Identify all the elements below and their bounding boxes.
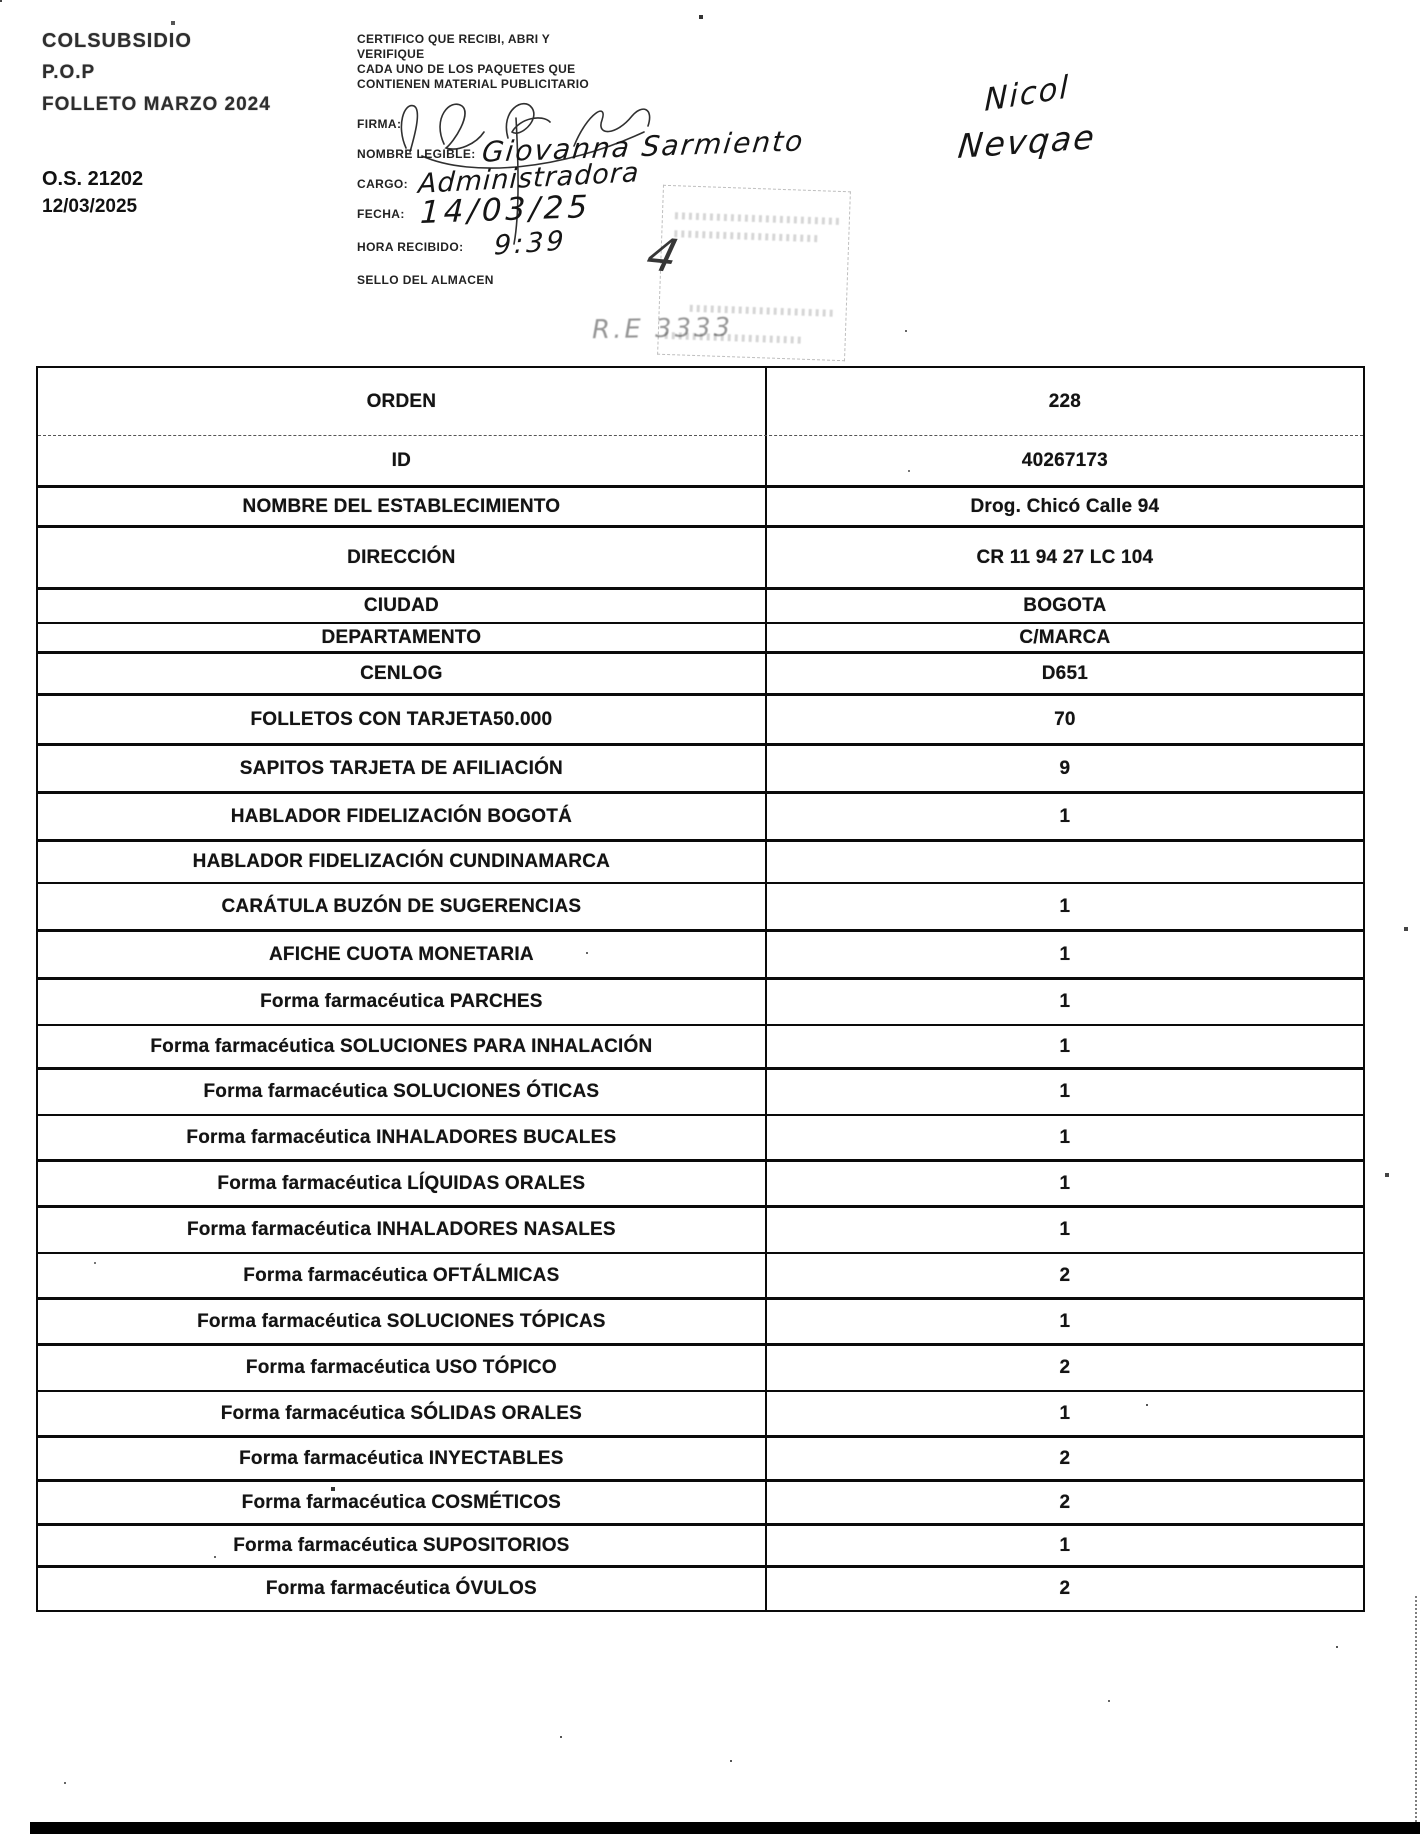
certification-line-2: VERIFIQUE bbox=[357, 47, 425, 61]
row-value: 40267173 bbox=[1021, 449, 1108, 471]
row-label: HABLADOR FIDELIZACIÓN CUNDINAMARCA bbox=[38, 842, 767, 882]
table-row bbox=[38, 1526, 1363, 1568]
row-label: Forma farmacéutica INHALADORES NASALES bbox=[38, 1208, 767, 1252]
row-value: 1 bbox=[1059, 1310, 1071, 1332]
row-label: Forma farmacéutica PARCHES bbox=[38, 980, 767, 1024]
cargo-value: Administradora bbox=[417, 157, 641, 200]
row-value: 1 bbox=[1059, 943, 1071, 965]
table-row bbox=[38, 1300, 1363, 1346]
table-row bbox=[38, 884, 1363, 932]
table-row bbox=[38, 590, 1363, 624]
table-row bbox=[38, 1482, 1363, 1526]
stamp-handwritten-mark: 4 bbox=[641, 227, 684, 283]
stamp-re-number: R.E 3333 bbox=[591, 312, 734, 346]
row-label: Forma farmacéutica SUPOSITORIOS bbox=[38, 1526, 767, 1565]
row-label: NOMBRE DEL ESTABLECIMIENTO bbox=[38, 488, 767, 525]
row-label: AFICHE CUOTA MONETARIA bbox=[38, 932, 767, 977]
table-row bbox=[38, 1162, 1363, 1208]
table-row bbox=[38, 794, 1363, 842]
row-value: 2 bbox=[1059, 1264, 1071, 1286]
row-value: 9 bbox=[1059, 757, 1071, 779]
table-row bbox=[38, 624, 1363, 654]
table-row bbox=[38, 1392, 1363, 1438]
row-label: Forma farmacéutica SOLUCIONES PARA INHALACIÓN bbox=[38, 1026, 767, 1067]
stamp-illegible-line bbox=[674, 230, 818, 242]
row-label: Forma farmacéutica LÍQUIDAS ORALES bbox=[38, 1162, 767, 1205]
row-value: 1 bbox=[1059, 1081, 1071, 1102]
receipt-table bbox=[36, 366, 1365, 1612]
row-label: DEPARTAMENTO bbox=[38, 624, 767, 651]
table-row bbox=[38, 436, 1363, 488]
nombre-legible-value: Giovanna Sarmiento bbox=[480, 124, 807, 169]
row-value: 1 bbox=[1059, 1126, 1071, 1148]
row-value: 1 bbox=[1059, 1402, 1071, 1424]
certification-line-3: CADA UNO DE LOS PAQUETES QUE bbox=[357, 62, 576, 76]
certification-line-4: CONTIENEN MATERIAL PUBLICITARIO bbox=[357, 77, 589, 91]
table-row bbox=[38, 1254, 1363, 1300]
table-row bbox=[38, 528, 1363, 590]
firma-label: FIRMA: bbox=[357, 117, 402, 131]
row-label: Forma farmacéutica SÓLIDAS ORALES bbox=[38, 1392, 767, 1435]
table-row bbox=[38, 1070, 1363, 1116]
stamp-illegible-line bbox=[675, 212, 839, 225]
row-value: D651 bbox=[1041, 662, 1088, 684]
row-label: HABLADOR FIDELIZACIÓN BOGOTÁ bbox=[38, 794, 767, 839]
table-row bbox=[38, 488, 1363, 528]
row-label: DIRECCIÓN bbox=[38, 528, 767, 587]
fecha-label: FECHA: bbox=[357, 207, 405, 221]
table-row bbox=[38, 696, 1363, 746]
row-value: 2 bbox=[1059, 1447, 1071, 1469]
row-value: 1 bbox=[1059, 895, 1071, 917]
brand-subtitle-pop: P.O.P bbox=[42, 62, 96, 83]
row-value: BOGOTA bbox=[1023, 595, 1107, 616]
row-label: CIUDAD bbox=[38, 590, 767, 622]
row-label: Forma farmacéutica INHALADORES BUCALES bbox=[38, 1116, 767, 1159]
scan-noise bbox=[0, 0, 2, 2]
row-value: 2 bbox=[1059, 1578, 1071, 1599]
row-value: 1 bbox=[1059, 1172, 1071, 1194]
row-label: ORDEN bbox=[38, 368, 767, 435]
row-label: Forma farmacéutica INYECTABLES bbox=[38, 1438, 767, 1479]
row-value: 1 bbox=[1059, 805, 1071, 827]
row-label: Forma farmacéutica USO TÓPICO bbox=[38, 1346, 767, 1390]
brand-subtitle-folleto: FOLLETO MARZO 2024 bbox=[42, 94, 271, 115]
sello-almacen-label: SELLO DEL ALMACEN bbox=[357, 273, 494, 287]
table-row bbox=[38, 368, 1363, 436]
top-right-annotation-line1: Nicol bbox=[984, 68, 1071, 120]
fecha-value: 14/03/25 bbox=[419, 188, 592, 232]
row-value: 228 bbox=[1048, 390, 1082, 412]
row-value: 1 bbox=[1059, 991, 1071, 1012]
row-label: ID bbox=[38, 436, 767, 485]
row-value: 70 bbox=[1054, 708, 1076, 730]
table-row bbox=[38, 1568, 1363, 1610]
row-label: Forma farmacéutica SOLUCIONES TÓPICAS bbox=[38, 1300, 767, 1343]
table-row bbox=[38, 1438, 1363, 1482]
order-service-date: 12/03/2025 bbox=[42, 196, 138, 217]
row-label: CENLOG bbox=[38, 654, 767, 693]
row-value: 1 bbox=[1059, 1219, 1071, 1240]
row-value: Drog. Chicó Calle 94 bbox=[970, 495, 1160, 517]
table-row bbox=[38, 1208, 1363, 1254]
row-label: Forma farmacéutica COSMÉTICOS bbox=[38, 1482, 767, 1523]
table-row bbox=[38, 746, 1363, 794]
row-label: Forma farmacéutica OFTÁLMICAS bbox=[38, 1254, 767, 1297]
table-row bbox=[38, 654, 1363, 696]
row-label: SAPITOS TARJETA DE AFILIACIÓN bbox=[38, 746, 767, 791]
hora-recibido-value: 9:39 bbox=[493, 225, 568, 262]
scan-bottom-bar bbox=[30, 1822, 1420, 1834]
hora-recibido-label: HORA RECIBIDO: bbox=[357, 240, 464, 254]
top-right-annotation-line2: Nevqae bbox=[956, 116, 1098, 167]
brand-title: COLSUBSIDIO bbox=[42, 30, 192, 52]
row-value: C/MARCA bbox=[1019, 626, 1111, 648]
certification-text bbox=[357, 32, 657, 92]
cargo-label: CARGO: bbox=[357, 177, 409, 191]
row-label: FOLLETOS CON TARJETA50.000 bbox=[38, 696, 767, 743]
table-row bbox=[38, 980, 1363, 1026]
row-label: CARÁTULA BUZÓN DE SUGERENCIAS bbox=[38, 884, 767, 929]
table-row bbox=[38, 1026, 1363, 1070]
row-value: CR 11 94 27 LC 104 bbox=[976, 546, 1154, 568]
certification-line-1: CERTIFICO QUE RECIBI, ABRI Y bbox=[357, 32, 551, 46]
row-label: Forma farmacéutica SOLUCIONES ÓTICAS bbox=[38, 1070, 767, 1114]
row-label: Forma farmacéutica ÓVULOS bbox=[38, 1568, 767, 1610]
table-row bbox=[38, 842, 1363, 884]
row-value bbox=[767, 842, 1363, 882]
order-service-number: O.S. 21202 bbox=[42, 168, 144, 190]
row-value: 1 bbox=[1059, 1035, 1071, 1057]
table-row bbox=[38, 1116, 1363, 1162]
scan-edge-dots bbox=[1415, 1596, 1417, 1834]
table-row bbox=[38, 1346, 1363, 1392]
row-value: 2 bbox=[1059, 1357, 1071, 1378]
table-row bbox=[38, 932, 1363, 980]
nombre-legible-label: NOMBRE LEGIBLE: bbox=[357, 147, 476, 161]
row-value: 2 bbox=[1059, 1491, 1071, 1513]
row-value: 1 bbox=[1059, 1534, 1071, 1556]
